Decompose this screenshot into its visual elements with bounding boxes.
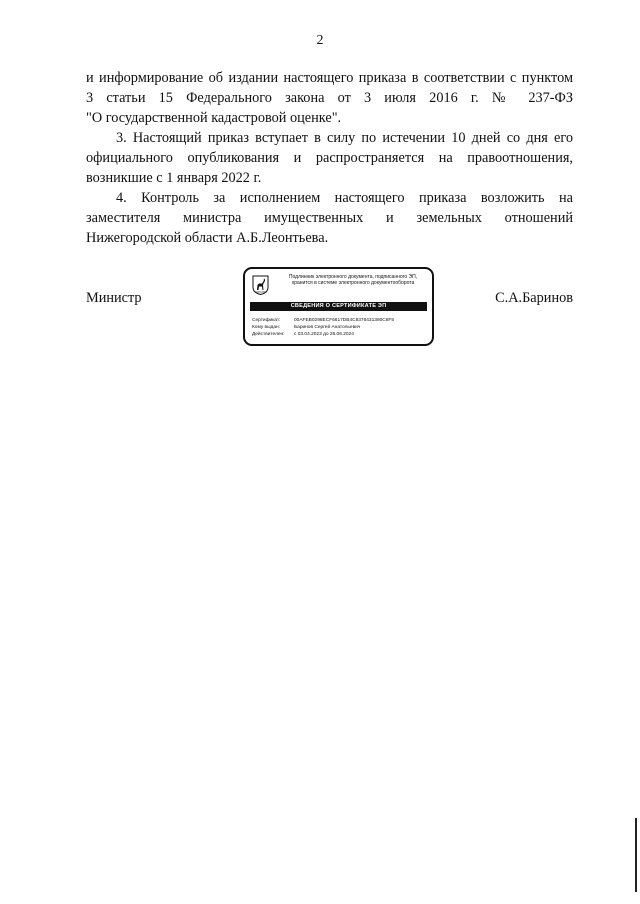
- issued-to-label: Кому выдан:: [252, 325, 280, 330]
- electronic-signature-stamp: [243, 267, 434, 346]
- deer-coat-of-arms-icon: [252, 275, 269, 295]
- validity-value: с 03.04.2023 до 26.06.2024: [294, 332, 354, 337]
- text-line: официального опубликования и распространяется на правоотношения,: [86, 150, 573, 166]
- document-body: [86, 68, 573, 248]
- validity-label: Действителен:: [252, 332, 285, 337]
- text-line: 3 статьи 15 Федерального закона от 3 июля 2016 г. № 237-ФЗ: [86, 90, 573, 106]
- certificate-row: [252, 317, 430, 324]
- issued-to-row: [252, 324, 430, 331]
- signer-position: Министр: [86, 290, 142, 306]
- stamp-details: [252, 317, 430, 338]
- text-line: 3. Настоящий приказ вступает в силу по истечении 10 дней со дня его: [116, 130, 573, 146]
- stamp-title-bar: СВЕДЕНИЯ О СЕРТИФИКАТЕ ЭП: [250, 302, 427, 311]
- stamp-header-line: Подлинник электронного документа, подписанного ЭП,: [288, 274, 418, 280]
- scan-edge-mark: [635, 818, 637, 892]
- signer-name: С.А.Баринов: [495, 290, 573, 306]
- issued-to-value: Баринов Сергей Анатольевич: [294, 325, 361, 330]
- certificate-value: 00AFEB0298ECF6617DB4C8376431380C6F5: [294, 318, 395, 323]
- paragraph-item-3: [86, 128, 573, 188]
- page-number: 2: [316, 33, 324, 48]
- text-line: заместителя министра имущественных и земельных отношений: [86, 210, 573, 226]
- validity-row: [252, 331, 430, 338]
- paragraph-continuation: [86, 68, 573, 128]
- stamp-header: [275, 274, 431, 286]
- paragraph-item-4: [86, 188, 573, 248]
- certificate-label: Сертификат:: [252, 318, 281, 323]
- stamp-header-line: хранится в системе электронного документооборота: [291, 280, 415, 286]
- text-line: 4. Контроль за исполнением настоящего приказа возложить на: [116, 190, 573, 206]
- text-line: и информирование об издании настоящего приказа в соответствии с пунктом: [86, 70, 573, 86]
- text-line: возникшие с 1 января 2022 г.: [86, 170, 262, 186]
- text-line: Нижегородской области А.Б.Леонтьева.: [86, 230, 329, 246]
- text-line: "О государственной кадастровой оценке".: [86, 110, 342, 126]
